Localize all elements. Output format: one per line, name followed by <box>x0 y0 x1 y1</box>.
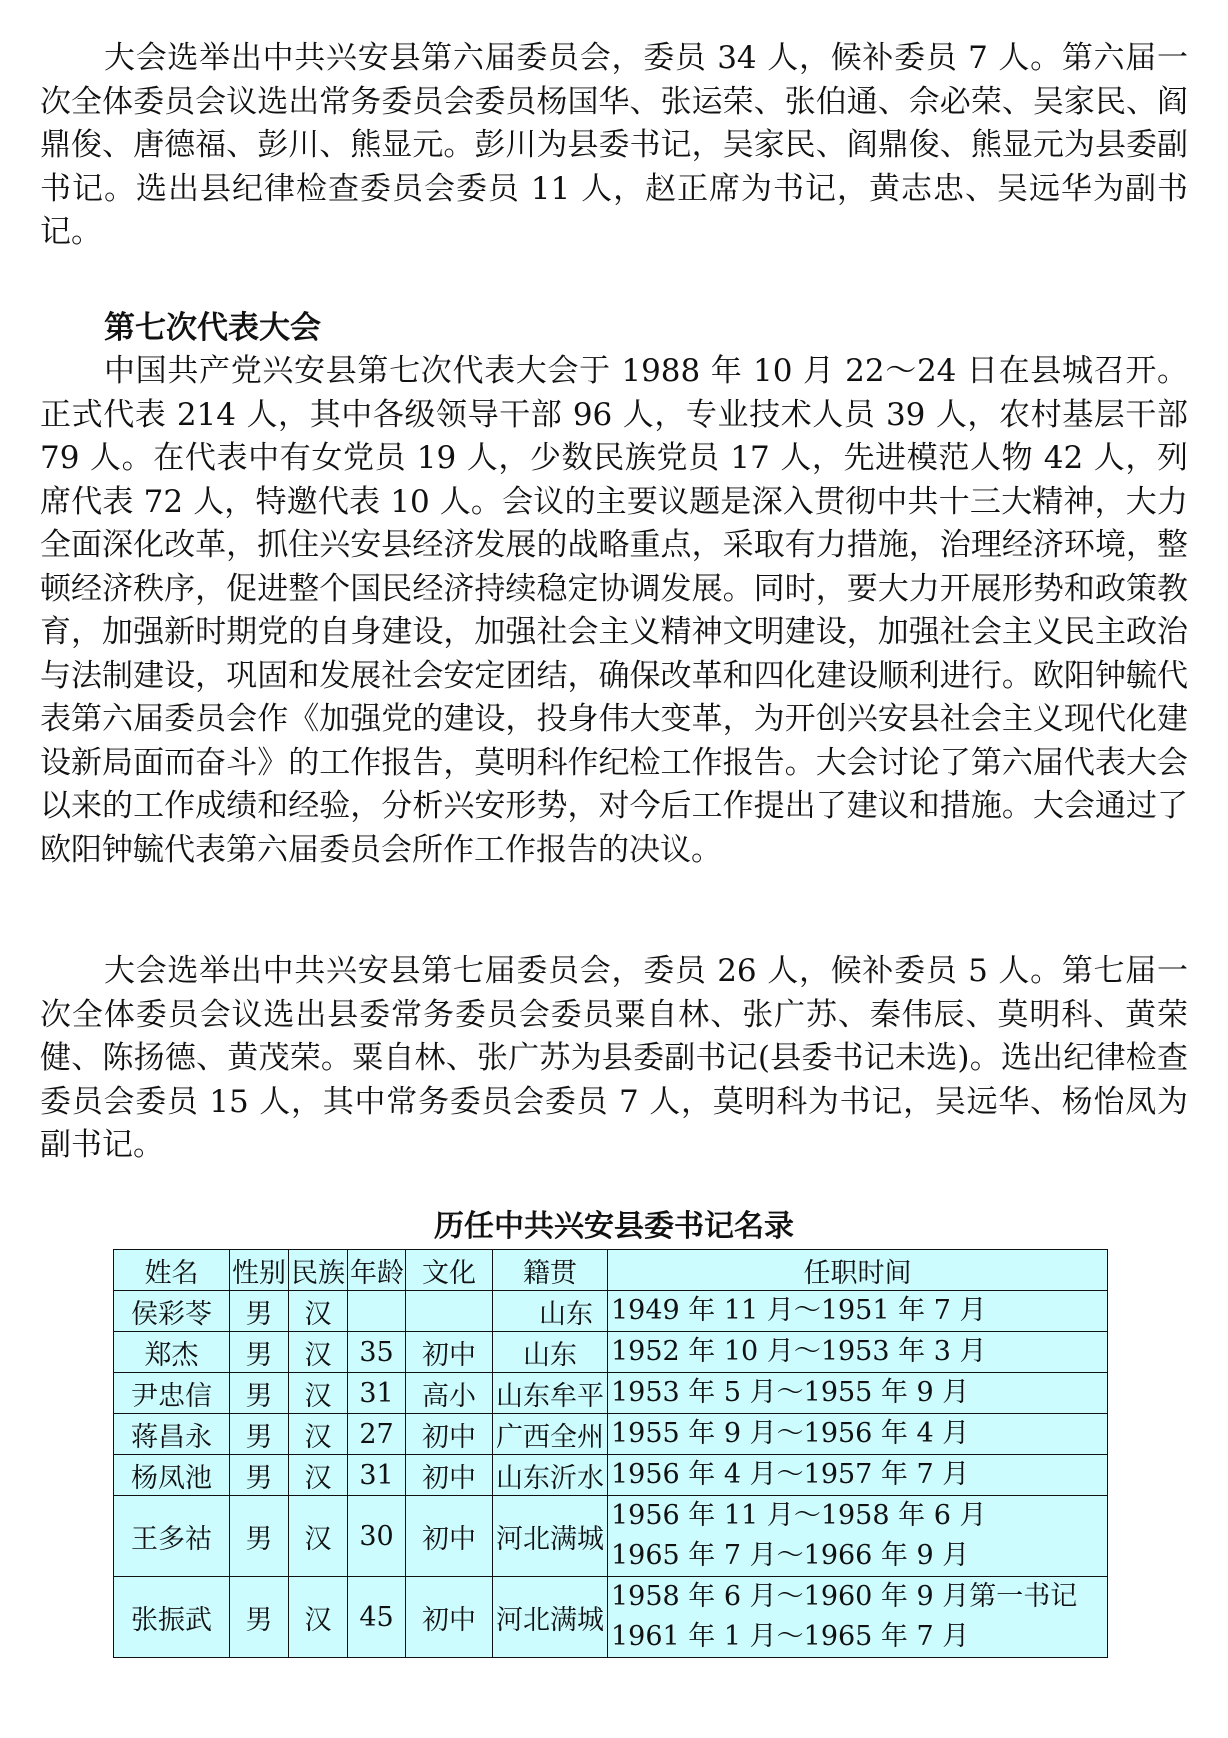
cell-education: 高小 <box>406 1373 493 1414</box>
cell-gender: 男 <box>230 1291 289 1332</box>
cell-ethnicity: 汉 <box>289 1291 348 1332</box>
party-secretaries-table <box>113 1249 1108 1658</box>
table-row <box>114 1577 1108 1658</box>
cell-age: 31 <box>348 1455 406 1496</box>
cell-name: 张振武 <box>114 1577 230 1658</box>
paragraph-seventh-committee-election: 大会选举出中共兴安县第七届委员会，委员 26 人，候补委员 5 人。第七届一次全体委员会议选出县委常务委员会委员粟自林、张广苏、秦伟辰、莫明科、黄荣健、陈扬德、黄茂荣。粟自林、张广苏为县委副书记(县委书记未选)。选出纪律检查委员会委员 15 人，其中常务委员会委员 7 人，莫明科为书记，吴远华、杨怡凤为副书记。 <box>40 953 1188 1163</box>
cell-age <box>348 1291 406 1332</box>
table-row <box>114 1414 1108 1455</box>
header-origin: 籍贯 <box>493 1250 608 1291</box>
cell-origin: 广西全州 <box>493 1414 608 1455</box>
cell-name: 蒋昌永 <box>114 1414 230 1455</box>
paragraph-seventh-congress: 中国共产党兴安县第七次代表大会于 1988 年 10 月 22～24 日在县城召开。正式代表 214 人，其中各级领导干部 96 人，专业技术人员 39 人，农村基层干部 79 人。在代表中有女党员 19 人，少数民族党员 17 人，先进模范人物 42 人，列席代表 72 人，特邀代表 10 人。会议的主要议题是深入贯彻中共十三大精神，大力全面深化改革，抓住兴安县经济发展的战略重点，采取有力措施，治理经济环境，整顿经济秩序，促进整个国民经济持续稳定协调发展。同时，要大力开展形势和政策教育，加强新时期党的自身建设，加强社会主义精神文明建设，加强社会主义民主政治与法制建设，巩固和发展社会安定团结，确保改革和四化建设顺利进行。欧阳钟毓代表第六届委员会作《加强党的建设，投身伟大变革，为开创兴安县社会主义现代化建设新局面而奋斗》的工作报告，莫明科作纪检工作报告。大会讨论了第六届代表大会以来的工作成绩和经验，分析兴安形势，对今后工作提出了建议和措施。大会通过了欧阳钟毓代表第六届委员会所作工作报告的决议。 <box>40 353 1188 868</box>
cell-origin: 山东 <box>493 1332 608 1373</box>
cell-education: 初中 <box>406 1455 493 1496</box>
cell-gender: 男 <box>230 1373 289 1414</box>
cell-origin: 山东 <box>493 1291 608 1332</box>
cell-ethnicity: 汉 <box>289 1455 348 1496</box>
header-name: 姓名 <box>114 1250 230 1291</box>
cell-tenure: 1956 年 4 月～1957 年 7 月 <box>608 1455 1108 1496</box>
cell-origin: 河北满城 <box>493 1577 608 1658</box>
cell-gender: 男 <box>230 1455 289 1496</box>
cell-name: 尹忠信 <box>114 1373 230 1414</box>
cell-gender: 男 <box>230 1577 289 1658</box>
cell-ethnicity: 汉 <box>289 1496 348 1577</box>
cell-education: 初中 <box>406 1496 493 1577</box>
table-row <box>114 1373 1108 1414</box>
table-row <box>114 1291 1108 1332</box>
cell-education: 初中 <box>406 1332 493 1373</box>
cell-origin: 山东沂水 <box>493 1455 608 1496</box>
header-gender: 性别 <box>230 1250 289 1291</box>
cell-name: 杨凤池 <box>114 1455 230 1496</box>
cell-tenure: 1949 年 11 月～1951 年 7 月 <box>608 1291 1108 1332</box>
table-row <box>114 1455 1108 1496</box>
cell-name: 郑杰 <box>114 1332 230 1373</box>
header-education: 文化 <box>406 1250 493 1291</box>
cell-ethnicity: 汉 <box>289 1414 348 1455</box>
header-ethnicity: 民族 <box>289 1250 348 1291</box>
table-row <box>114 1332 1108 1373</box>
header-tenure: 任职时间 <box>608 1250 1108 1291</box>
cell-age: 35 <box>348 1332 406 1373</box>
section-heading-seventh-congress: 第七次代表大会 <box>104 310 321 346</box>
cell-origin: 山东牟平 <box>493 1373 608 1414</box>
cell-age: 27 <box>348 1414 406 1455</box>
cell-gender: 男 <box>230 1414 289 1455</box>
table-row <box>114 1496 1108 1577</box>
cell-age: 31 <box>348 1373 406 1414</box>
cell-origin: 河北满城 <box>493 1496 608 1577</box>
cell-ethnicity: 汉 <box>289 1373 348 1414</box>
table-title: 历任中共兴安县委书记名录 <box>434 1209 794 1244</box>
cell-education <box>406 1291 493 1332</box>
cell-gender: 男 <box>230 1496 289 1577</box>
cell-tenure: 1955 年 9 月～1956 年 4 月 <box>608 1414 1108 1455</box>
cell-education: 初中 <box>406 1577 493 1658</box>
header-age: 年龄 <box>348 1250 406 1291</box>
cell-tenure: 1952 年 10 月～1953 年 3 月 <box>608 1332 1108 1373</box>
cell-gender: 男 <box>230 1332 289 1373</box>
cell-name: 王多祜 <box>114 1496 230 1577</box>
cell-tenure: 1953 年 5 月～1955 年 9 月 <box>608 1373 1108 1414</box>
table-header-row <box>114 1250 1108 1291</box>
cell-education: 初中 <box>406 1414 493 1455</box>
cell-age: 30 <box>348 1496 406 1577</box>
cell-ethnicity: 汉 <box>289 1332 348 1373</box>
cell-tenure: 1958 年 6 月～1960 年 9 月第一书记 1961 年 1 月～1965 年 7 月 <box>608 1577 1108 1658</box>
cell-tenure: 1956 年 11 月～1958 年 6 月 1965 年 7 月～1966 年 9 月 <box>608 1496 1108 1577</box>
paragraph-sixth-committee-election: 大会选举出中共兴安县第六届委员会，委员 34 人，候补委员 7 人。第六届一次全体委员会议选出常务委员会委员杨国华、张运荣、张伯通、佘必荣、吴家民、阎鼎俊、唐德福、彭川、熊显元。彭川为县委书记，吴家民、阎鼎俊、熊显元为县委副书记。选出县纪律检查委员会委员 11 人，赵正席为书记，黄志忠、吴远华为副书记。 <box>40 40 1188 250</box>
cell-age: 45 <box>348 1577 406 1658</box>
cell-ethnicity: 汉 <box>289 1577 348 1658</box>
cell-name: 侯彩苓 <box>114 1291 230 1332</box>
